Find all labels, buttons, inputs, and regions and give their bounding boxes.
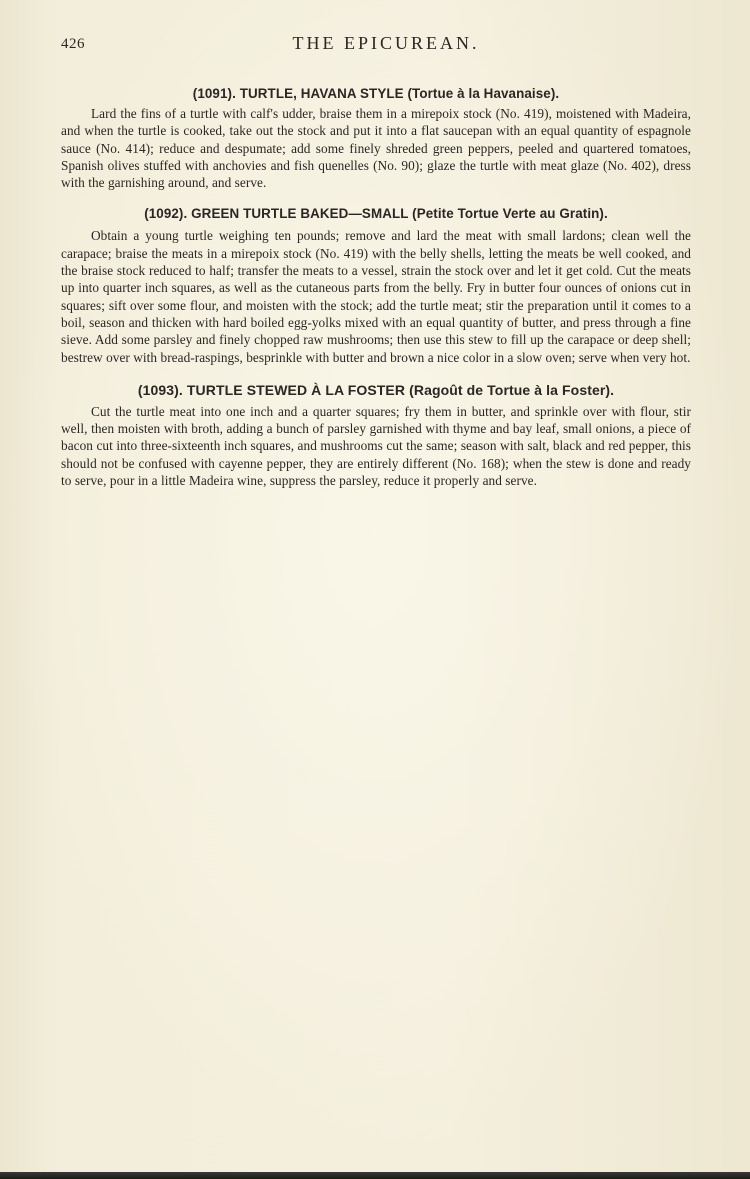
recipe-name: GREEN TURTLE BAKED—SMALL: [191, 206, 409, 222]
recipe-number: (1091).: [192, 86, 236, 101]
page-content: [61, 84, 691, 502]
recipe-subtitle: (Ragoût de Tortue à la Foster).: [409, 381, 615, 398]
running-title: THE EPICUREAN.: [292, 33, 480, 53]
page-bottom-edge: [0, 1172, 750, 1179]
recipe-1091: [61, 84, 691, 191]
recipe-name: TURTLE STEWED À LA FOSTER: [186, 381, 406, 398]
page-number: 426: [61, 36, 85, 52]
recipe-name: TURTLE, HAVANA STYLE: [239, 86, 404, 101]
recipe-body: Obtain a young turtle weighing ten pounds; remove and lard the meat with small lardons; clean well the carapace; braise the meats in a mirepoix stock (No. 419) with the belly shells, letting the meats be well cooked, and the braise stock reduced to half; transfer the meats to a vessel, strain the stock over and let it get cold. Cut the meats up into quarter inch squares, as well as the cutaneous parts from the belly. Fry in butter four ounces of onions cut in squares; sift over some flour, and moisten with the stock; add the turtle meat; stir the preparation until it comes to a boil, season and thicken with hard boiled egg-yolks mixed with an equal quantity of butter, and press through a fine sieve. Add some parsley and finely chopped raw mushrooms; then use this stew to fill up the carapace or deep shell; bestrew over with bread-raspings, besprinkle with butter and brown a nice color in a slow oven; serve when very hot.: [61, 228, 691, 365]
recipe-title: [61, 204, 691, 224]
recipe-body: Lard the fins of a turtle with calf's udder, braise them in a mirepoix stock (No. 419), moistened with Madeira, and when the turtle is cooked, take out the stock and put it into a flat saucepan with an equal quantity of espagnole sauce (No. 414); reduce and despumate; add some finely shreded green peppers, peeled and quartered tomatoes, Spanish olives stuffed with anchovies and fish quenelles (No. 90); glaze the turtle with meat glaze (No. 402), dress with the garnishing around, and serve.: [61, 106, 691, 191]
recipe-number: (1093).: [137, 381, 183, 398]
recipe-1093: [61, 380, 691, 489]
recipe-title: [61, 380, 691, 400]
recipe-subtitle: (Petite Tortue Verte au Gratin).: [412, 206, 608, 222]
recipe-number: (1092).: [144, 206, 188, 222]
recipe-body: Cut the turtle meat into one inch and a quarter squares; fry them in butter, and sprinkle over with flour, stir well, then moisten with broth, adding a bunch of parsley garnished with thyme and bay leaf, small onions, a piece of bacon cut into three-sixteenth inch squares, and mushrooms cut the same; season with salt, black and red pepper, this should not be confused with cayenne pepper, they are entirely different (No. 168); when the stew is done and ready to serve, pour in a little Madeira wine, suppress the parsley, reduce it properly and serve.: [61, 403, 691, 489]
recipe-subtitle: (Tortue à la Havanaise).: [407, 86, 560, 101]
recipe-1092: [61, 204, 691, 365]
recipe-title: [61, 84, 691, 104]
